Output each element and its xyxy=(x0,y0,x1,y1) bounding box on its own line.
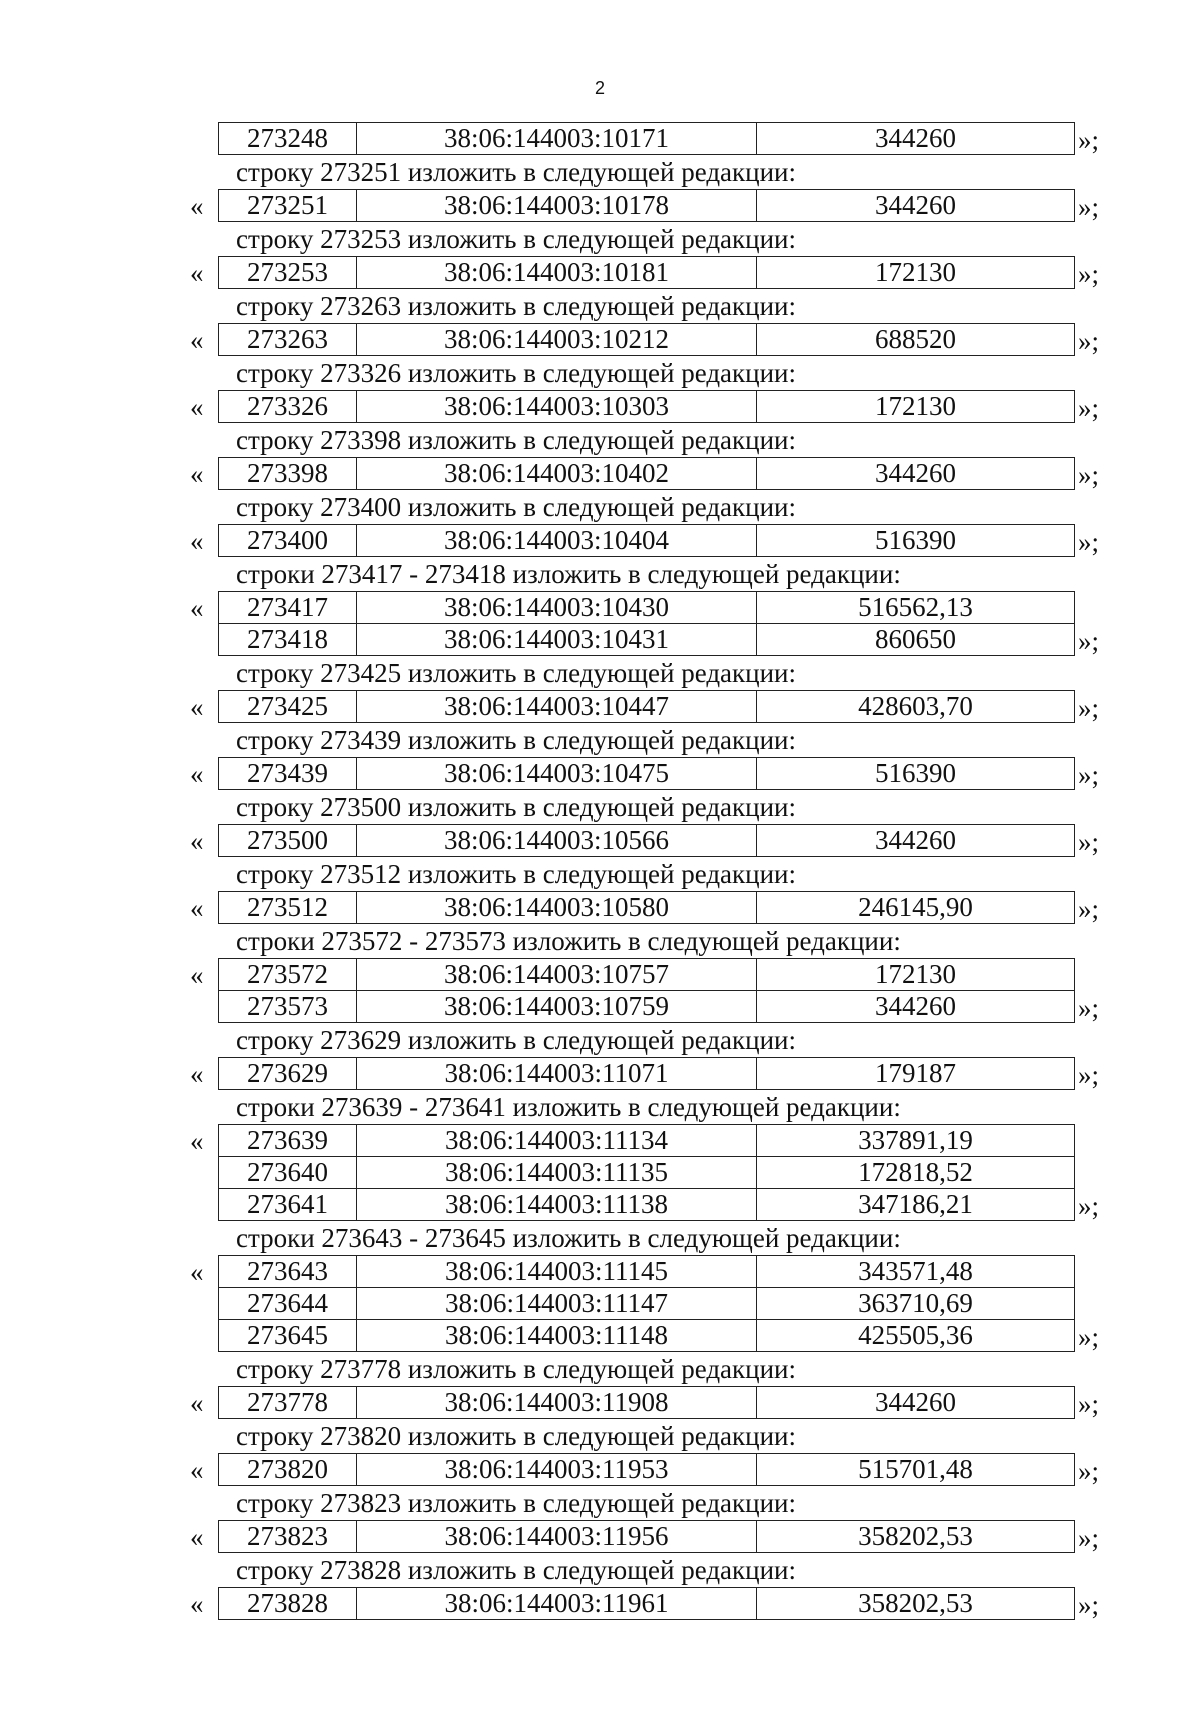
opening-quote: « xyxy=(190,1522,204,1552)
amendment-table xyxy=(218,1453,1075,1486)
amendment-table xyxy=(218,1255,1075,1352)
cadastral-value-cell: 347186,21 xyxy=(757,1189,1075,1221)
amendment-block xyxy=(0,1255,1200,1352)
row-number-cell: 273823 xyxy=(219,1521,357,1553)
cadastral-value-cell: 344260 xyxy=(757,991,1075,1023)
amendment-block xyxy=(0,1520,1200,1553)
opening-quote: « xyxy=(190,1257,204,1287)
amendment-table xyxy=(218,1386,1075,1419)
amendment-table xyxy=(218,591,1075,656)
amendment-instruction: строки 273639 - 273641 изложить в следующей редакции: xyxy=(236,1092,901,1122)
row-number-cell: 273400 xyxy=(219,525,357,557)
table-row xyxy=(219,991,1075,1023)
closing-quote: »; xyxy=(1078,1322,1100,1352)
cadastral-number-cell: 38:06:144003:11071 xyxy=(357,1058,757,1090)
row-number-cell: 273251 xyxy=(219,190,357,222)
cadastral-number-cell: 38:06:144003:11145 xyxy=(357,1256,757,1288)
amendment-table xyxy=(218,457,1075,490)
cadastral-value-cell: 172818,52 xyxy=(757,1157,1075,1189)
opening-quote: « xyxy=(190,1059,204,1089)
table-row xyxy=(219,825,1075,857)
amendment-block xyxy=(0,1057,1200,1090)
cadastral-number-cell: 38:06:144003:10580 xyxy=(357,892,757,924)
cadastral-value-cell: 172130 xyxy=(757,959,1075,991)
table-row xyxy=(219,1588,1075,1620)
table-row xyxy=(219,624,1075,656)
closing-quote: »; xyxy=(1078,894,1100,924)
amendment-instruction: строки 273572 - 273573 изложить в следующей редакции: xyxy=(236,926,901,956)
amendment-instruction: строку 273251 изложить в следующей редакции: xyxy=(236,157,797,187)
amendment-block xyxy=(0,323,1200,356)
table-row xyxy=(219,257,1075,289)
cadastral-value-cell: 343571,48 xyxy=(757,1256,1075,1288)
amendment-table xyxy=(218,1124,1075,1221)
table-row xyxy=(219,758,1075,790)
closing-quote: »; xyxy=(1078,1060,1100,1090)
closing-quote: »; xyxy=(1078,1191,1100,1221)
cadastral-value-cell: 344260 xyxy=(757,123,1075,155)
amendment-block xyxy=(0,256,1200,289)
table-row xyxy=(219,1288,1075,1320)
amendment-instruction: строку 273629 изложить в следующей редакции: xyxy=(236,1025,797,1055)
amendment-instruction: строку 273439 изложить в следующей редакции: xyxy=(236,725,797,755)
amendment-block xyxy=(0,524,1200,557)
table-row xyxy=(219,324,1075,356)
closing-quote: »; xyxy=(1078,527,1100,557)
opening-quote: « xyxy=(190,1126,204,1156)
cadastral-number-cell: 38:06:144003:10757 xyxy=(357,959,757,991)
amendment-block xyxy=(0,390,1200,423)
amendment-instruction: строку 273425 изложить в следующей редакции: xyxy=(236,658,797,688)
amendment-block xyxy=(0,1386,1200,1419)
closing-quote: »; xyxy=(1078,827,1100,857)
cadastral-number-cell: 38:06:144003:11908 xyxy=(357,1387,757,1419)
cadastral-number-cell: 38:06:144003:10759 xyxy=(357,991,757,1023)
amendment-block xyxy=(0,891,1200,924)
table-row xyxy=(219,1454,1075,1486)
row-number-cell: 273639 xyxy=(219,1125,357,1157)
row-number-cell: 273572 xyxy=(219,959,357,991)
row-number-cell: 273629 xyxy=(219,1058,357,1090)
opening-quote: « xyxy=(190,826,204,856)
opening-quote: « xyxy=(190,1455,204,1485)
row-number-cell: 273398 xyxy=(219,458,357,490)
amendment-table xyxy=(218,891,1075,924)
table-row xyxy=(219,190,1075,222)
amendment-block xyxy=(0,690,1200,723)
closing-quote: »; xyxy=(1078,1389,1100,1419)
cadastral-number-cell: 38:06:144003:11953 xyxy=(357,1454,757,1486)
table-row xyxy=(219,1125,1075,1157)
closing-quote: »; xyxy=(1078,1590,1100,1620)
cadastral-value-cell: 428603,70 xyxy=(757,691,1075,723)
amendment-table xyxy=(218,256,1075,289)
cadastral-number-cell: 38:06:144003:10212 xyxy=(357,324,757,356)
cadastral-number-cell: 38:06:144003:10404 xyxy=(357,525,757,557)
cadastral-number-cell: 38:06:144003:10178 xyxy=(357,190,757,222)
cadastral-number-cell: 38:06:144003:11138 xyxy=(357,1189,757,1221)
row-number-cell: 273828 xyxy=(219,1588,357,1620)
amendment-block xyxy=(0,122,1200,155)
amendment-table xyxy=(218,122,1075,155)
amendment-instruction: строку 273263 изложить в следующей редакции: xyxy=(236,291,797,321)
cadastral-value-cell: 516390 xyxy=(757,758,1075,790)
opening-quote: « xyxy=(190,459,204,489)
cadastral-value-cell: 344260 xyxy=(757,825,1075,857)
amendment-block xyxy=(0,1587,1200,1620)
closing-quote: »; xyxy=(1078,760,1100,790)
cadastral-number-cell: 38:06:144003:10402 xyxy=(357,458,757,490)
cadastral-number-cell: 38:06:144003:11147 xyxy=(357,1288,757,1320)
closing-quote: »; xyxy=(1078,693,1100,723)
amendment-instruction: строку 273500 изложить в следующей редакции: xyxy=(236,792,797,822)
amendment-instruction: строку 273823 изложить в следующей редакции: xyxy=(236,1488,797,1518)
cadastral-value-cell: 246145,90 xyxy=(757,892,1075,924)
amendment-block xyxy=(0,189,1200,222)
cadastral-value-cell: 172130 xyxy=(757,391,1075,423)
closing-quote: »; xyxy=(1078,1523,1100,1553)
opening-quote: « xyxy=(190,759,204,789)
cadastral-number-cell: 38:06:144003:10303 xyxy=(357,391,757,423)
closing-quote: »; xyxy=(1078,259,1100,289)
cadastral-number-cell: 38:06:144003:10431 xyxy=(357,624,757,656)
row-number-cell: 273643 xyxy=(219,1256,357,1288)
amendment-block xyxy=(0,457,1200,490)
cadastral-value-cell: 358202,53 xyxy=(757,1588,1075,1620)
table-row xyxy=(219,959,1075,991)
closing-quote: »; xyxy=(1078,626,1100,656)
row-number-cell: 273439 xyxy=(219,758,357,790)
cadastral-value-cell: 344260 xyxy=(757,1387,1075,1419)
table-row xyxy=(219,892,1075,924)
table-row xyxy=(219,1320,1075,1352)
table-row xyxy=(219,1189,1075,1221)
closing-quote: »; xyxy=(1078,460,1100,490)
amendment-block xyxy=(0,757,1200,790)
row-number-cell: 273820 xyxy=(219,1454,357,1486)
cadastral-value-cell: 516562,13 xyxy=(757,592,1075,624)
amendment-instruction: строку 273326 изложить в следующей редакции: xyxy=(236,358,797,388)
cadastral-value-cell: 179187 xyxy=(757,1058,1075,1090)
row-number-cell: 273418 xyxy=(219,624,357,656)
amendment-instruction: строку 273253 изложить в следующей редакции: xyxy=(236,224,797,254)
cadastral-number-cell: 38:06:144003:11956 xyxy=(357,1521,757,1553)
amendment-table xyxy=(218,824,1075,857)
cadastral-value-cell: 860650 xyxy=(757,624,1075,656)
row-number-cell: 273263 xyxy=(219,324,357,356)
table-row xyxy=(219,1387,1075,1419)
row-number-cell: 273253 xyxy=(219,257,357,289)
row-number-cell: 273641 xyxy=(219,1189,357,1221)
opening-quote: « xyxy=(190,325,204,355)
row-number-cell: 273573 xyxy=(219,991,357,1023)
opening-quote: « xyxy=(190,692,204,722)
page-number: 2 xyxy=(594,78,605,98)
cadastral-value-cell: 337891,19 xyxy=(757,1125,1075,1157)
row-number-cell: 273326 xyxy=(219,391,357,423)
row-number-cell: 273645 xyxy=(219,1320,357,1352)
closing-quote: »; xyxy=(1078,993,1100,1023)
table-row xyxy=(219,1256,1075,1288)
cadastral-number-cell: 38:06:144003:10566 xyxy=(357,825,757,857)
table-row xyxy=(219,1058,1075,1090)
amendment-instruction: строку 273400 изложить в следующей редакции: xyxy=(236,492,797,522)
cadastral-value-cell: 172130 xyxy=(757,257,1075,289)
opening-quote: « xyxy=(190,191,204,221)
cadastral-value-cell: 344260 xyxy=(757,190,1075,222)
cadastral-value-cell: 363710,69 xyxy=(757,1288,1075,1320)
opening-quote: « xyxy=(190,258,204,288)
row-number-cell: 273248 xyxy=(219,123,357,155)
row-number-cell: 273640 xyxy=(219,1157,357,1189)
cadastral-number-cell: 38:06:144003:11148 xyxy=(357,1320,757,1352)
amendment-table xyxy=(218,690,1075,723)
cadastral-number-cell: 38:06:144003:10171 xyxy=(357,123,757,155)
cadastral-number-cell: 38:06:144003:11961 xyxy=(357,1588,757,1620)
amendment-block xyxy=(0,1453,1200,1486)
amendment-block xyxy=(0,824,1200,857)
cadastral-number-cell: 38:06:144003:10181 xyxy=(357,257,757,289)
closing-quote: »; xyxy=(1078,393,1100,423)
table-row xyxy=(219,1157,1075,1189)
opening-quote: « xyxy=(190,1589,204,1619)
table-row xyxy=(219,1521,1075,1553)
amendment-instruction: строки 273643 - 273645 изложить в следующей редакции: xyxy=(236,1223,901,1253)
opening-quote: « xyxy=(190,593,204,623)
closing-quote: »; xyxy=(1078,1456,1100,1486)
cadastral-value-cell: 344260 xyxy=(757,458,1075,490)
opening-quote: « xyxy=(190,893,204,923)
cadastral-number-cell: 38:06:144003:10447 xyxy=(357,691,757,723)
row-number-cell: 273417 xyxy=(219,592,357,624)
amendment-table xyxy=(218,958,1075,1023)
cadastral-number-cell: 38:06:144003:10475 xyxy=(357,758,757,790)
closing-quote: »; xyxy=(1078,125,1100,155)
amendment-table xyxy=(218,1520,1075,1553)
cadastral-value-cell: 688520 xyxy=(757,324,1075,356)
amendment-instruction: строку 273778 изложить в следующей редакции: xyxy=(236,1354,797,1384)
amendment-instruction: строку 273512 изложить в следующей редакции: xyxy=(236,859,797,889)
amendments-list xyxy=(0,122,1200,1620)
amendment-table xyxy=(218,323,1075,356)
table-row xyxy=(219,123,1075,155)
opening-quote: « xyxy=(190,1388,204,1418)
amendment-block xyxy=(0,1124,1200,1221)
cadastral-value-cell: 515701,48 xyxy=(757,1454,1075,1486)
table-row xyxy=(219,391,1075,423)
amendment-table xyxy=(218,757,1075,790)
row-number-cell: 273500 xyxy=(219,825,357,857)
opening-quote: « xyxy=(190,526,204,556)
row-number-cell: 273512 xyxy=(219,892,357,924)
amendment-instruction: строку 273398 изложить в следующей редакции: xyxy=(236,425,797,455)
cadastral-number-cell: 38:06:144003:11134 xyxy=(357,1125,757,1157)
amendment-table xyxy=(218,390,1075,423)
amendment-block xyxy=(0,591,1200,656)
row-number-cell: 273425 xyxy=(219,691,357,723)
cadastral-number-cell: 38:06:144003:10430 xyxy=(357,592,757,624)
table-row xyxy=(219,592,1075,624)
closing-quote: »; xyxy=(1078,326,1100,356)
amendment-block xyxy=(0,958,1200,1023)
amendment-instruction: строку 273820 изложить в следующей редакции: xyxy=(236,1421,797,1451)
amendment-table xyxy=(218,1587,1075,1620)
cadastral-value-cell: 516390 xyxy=(757,525,1075,557)
amendment-instruction: строки 273417 - 273418 изложить в следующей редакции: xyxy=(236,559,901,589)
opening-quote: « xyxy=(190,392,204,422)
table-row xyxy=(219,525,1075,557)
table-row xyxy=(219,691,1075,723)
amendment-table xyxy=(218,524,1075,557)
table-row xyxy=(219,458,1075,490)
amendment-table xyxy=(218,1057,1075,1090)
amendment-instruction: строку 273828 изложить в следующей редакции: xyxy=(236,1555,797,1585)
cadastral-value-cell: 358202,53 xyxy=(757,1521,1075,1553)
closing-quote: »; xyxy=(1078,192,1100,222)
row-number-cell: 273644 xyxy=(219,1288,357,1320)
row-number-cell: 273778 xyxy=(219,1387,357,1419)
opening-quote: « xyxy=(190,960,204,990)
cadastral-number-cell: 38:06:144003:11135 xyxy=(357,1157,757,1189)
cadastral-value-cell: 425505,36 xyxy=(757,1320,1075,1352)
amendment-table xyxy=(218,189,1075,222)
